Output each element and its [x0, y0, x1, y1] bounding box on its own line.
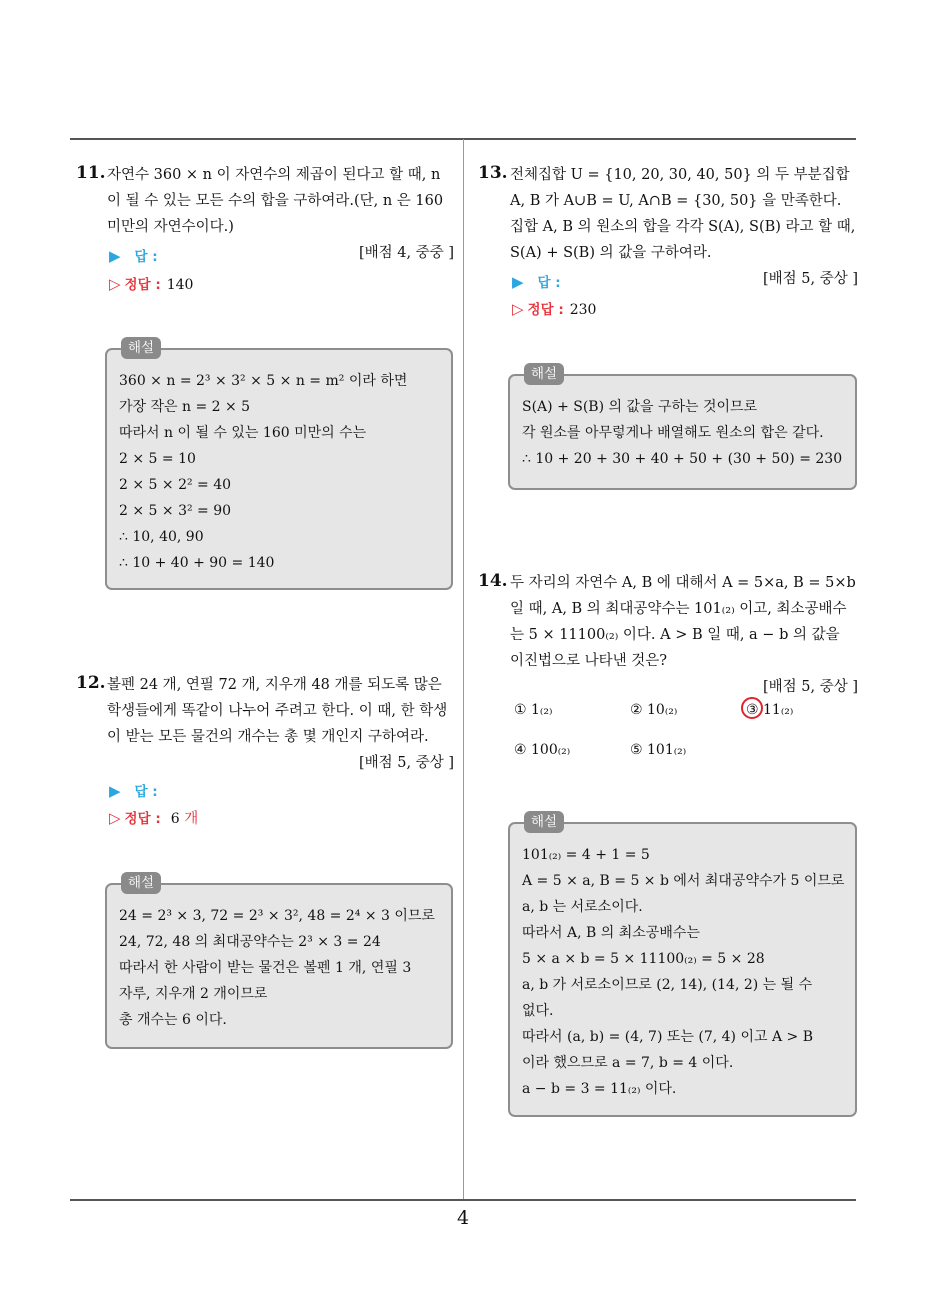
explain-tag: 해설 — [524, 363, 564, 385]
selected-circle-icon — [741, 697, 763, 719]
correct-value: 140 — [166, 277, 194, 293]
choice-text: 101₍₂₎ — [647, 742, 687, 758]
answer-label: 답 : — [134, 784, 158, 800]
question-11-correct-row — [109, 272, 193, 297]
explain-line: A = 5 × a, B = 5 × b 에서 최대공약수가 5 이므로 — [522, 873, 845, 889]
question-13-meta: [배점 5, 중상 ] — [762, 271, 858, 287]
choice-text: 1₍₂₎ — [531, 702, 553, 718]
outline-triangle-icon: ▷ — [109, 275, 121, 293]
question-13-answer-row[interactable] — [512, 270, 561, 295]
explain-line: 따라서 n 이 될 수 있는 160 미만의 수는 — [119, 425, 367, 441]
explain-line: 24 = 2³ × 3, 72 = 2³ × 3², 48 = 2⁴ × 3 이므로 — [119, 908, 435, 924]
choice-text: 10₍₂₎ — [647, 702, 678, 718]
explain-line: a, b 는 서로소이다. — [522, 899, 643, 915]
explain-line: a, b 가 서로소이므로 (2, 14), (14, 2) 는 될 수 — [522, 977, 813, 993]
explain-line: a − b = 3 = 11₍₂₎ 이다. — [522, 1081, 677, 1097]
question-13-number: 13. — [478, 163, 508, 183]
page-number: 4 — [456, 1207, 470, 1229]
choice-1[interactable] — [514, 702, 552, 718]
question-14-choices — [514, 702, 854, 762]
choice-2[interactable] — [630, 702, 677, 718]
explain-line: 이라 했으므로 a = 7, b = 4 이다. — [522, 1055, 734, 1071]
question-12-answer-row[interactable] — [109, 779, 158, 804]
question-13-explain-box — [508, 366, 857, 490]
explain-tag: 해설 — [121, 872, 161, 894]
question-14-meta: [배점 5, 중상 ] — [762, 679, 858, 695]
question-13-correct-row — [512, 297, 596, 322]
question-14-number: 14. — [478, 571, 508, 591]
play-triangle-icon: ▶ — [109, 247, 121, 265]
question-11-number: 11. — [76, 163, 106, 183]
choice-mark: ② — [630, 702, 643, 718]
question-12 — [107, 672, 454, 776]
question-11-meta: [배점 4, 중중 ] — [358, 245, 454, 261]
play-triangle-icon: ▶ — [512, 273, 524, 291]
bottom-rule — [70, 1199, 856, 1201]
question-13-text: 전체집합 U = {10, 20, 30, 40, 50} 의 두 부분집합 A, B 가 A∪B = U, A∩B = {30, 50} 을 만족한다. 집합 A, B 의 원소의 합을 각각 S(A), S(B) 라고 할 때, S(A) + S(B) 의 값을 구하여라. — [510, 167, 856, 261]
correct-label: 정답 : — [527, 302, 564, 318]
question-11-explain-box — [105, 340, 453, 590]
explain-line: 총 개수는 6 이다. — [119, 1012, 227, 1028]
column-divider — [463, 139, 464, 1199]
question-14 — [510, 570, 858, 700]
choice-mark: ⑤ — [630, 742, 643, 758]
question-12-meta: [배점 5, 중상 ] — [358, 755, 454, 771]
explain-line: 5 × a × b = 5 × 11100₍₂₎ = 5 × 28 — [522, 951, 765, 967]
choice-3[interactable] — [746, 702, 793, 718]
outline-triangle-icon: ▷ — [512, 300, 524, 318]
answer-label: 답 : — [537, 275, 561, 291]
explain-line: 101₍₂₎ = 4 + 1 = 5 — [522, 847, 650, 863]
explain-line: 24, 72, 48 의 최대공약수는 2³ × 3 = 24 — [119, 934, 381, 950]
explain-line: 2 × 5 = 10 — [119, 451, 196, 467]
choice-mark: ④ — [514, 742, 527, 758]
choice-text: 100₍₂₎ — [531, 742, 571, 758]
explain-line: 따라서 (a, b) = (4, 7) 또는 (7, 4) 이고 A > B — [522, 1029, 813, 1045]
explain-line: 2 × 5 × 3² = 90 — [119, 503, 232, 519]
explain-line: ∴ 10 + 40 + 90 = 140 — [119, 555, 275, 571]
question-11-text: 자연수 360 × n 이 자연수의 제곱이 된다고 할 때, n 이 될 수 있는 모든 수의 합을 구하여라.(단, n 은 160 미만의 자연수이다.) — [107, 167, 444, 235]
correct-value: 230 — [569, 302, 597, 318]
correct-unit: 개 — [184, 811, 199, 827]
explain-line: 따라서 한 사람이 받는 물건은 볼펜 1 개, 연필 3 — [119, 960, 412, 976]
question-12-explain-box — [105, 875, 453, 1049]
question-11 — [107, 162, 454, 266]
choice-text: 11₍₂₎ — [763, 702, 794, 718]
answer-label: 답 : — [134, 249, 158, 265]
explain-line: 자루, 지우개 2 개이므로 — [119, 986, 268, 1002]
play-triangle-icon: ▶ — [109, 782, 121, 800]
choice-4[interactable] — [514, 742, 570, 758]
correct-label: 정답 : — [124, 277, 161, 293]
correct-value: 6 — [170, 811, 180, 827]
question-12-text: 볼펜 24 개, 연필 72 개, 지우개 48 개를 되도록 많은 학생들에게 똑같이 나누어 주려고 한다. 이 때, 한 학생이 받는 모든 물건의 개수는 총 몇 개인지 구하여라. — [107, 677, 448, 745]
question-12-correct-row — [109, 806, 198, 831]
explain-line: S(A) + S(B) 의 값을 구하는 것이므로 — [522, 399, 758, 415]
explain-line: ∴ 10 + 20 + 30 + 40 + 50 + (30 + 50) = 230 — [522, 451, 843, 467]
question-11-answer-row[interactable] — [109, 244, 158, 269]
choice-mark: ③ — [746, 702, 759, 718]
question-12-number: 12. — [76, 673, 106, 693]
choice-mark: ① — [514, 702, 527, 718]
question-13 — [510, 162, 858, 292]
question-14-text: 두 자리의 자연수 A, B 에 대해서 A = 5×a, B = 5×b 일 때, A, B 의 최대공약수는 101₍₂₎ 이고, 최소공배수는 5 × 11100₍₂₎ 이다. A > B 일 때, a − b 의 값을 이진법으로 나타낸 것은? — [510, 575, 856, 669]
explain-line: 각 원소를 아무렇게나 배열해도 원소의 합은 같다. — [522, 425, 824, 441]
explain-tag: 해설 — [524, 811, 564, 833]
explain-line: 2 × 5 × 2² = 40 — [119, 477, 232, 493]
explain-line: 따라서 A, B 의 최소공배수는 — [522, 925, 700, 941]
question-14-explain-box — [508, 814, 857, 1117]
explain-line: 없다. — [522, 1003, 554, 1019]
explain-tag: 해설 — [121, 337, 161, 359]
correct-label: 정답 : — [124, 811, 161, 827]
outline-triangle-icon: ▷ — [109, 809, 121, 827]
choice-5[interactable] — [630, 742, 686, 758]
explain-line: ∴ 10, 40, 90 — [119, 529, 204, 545]
explain-line: 360 × n = 2³ × 3² × 5 × n = m² 이라 하면 — [119, 373, 408, 389]
explain-line: 가장 작은 n = 2 × 5 — [119, 399, 251, 415]
